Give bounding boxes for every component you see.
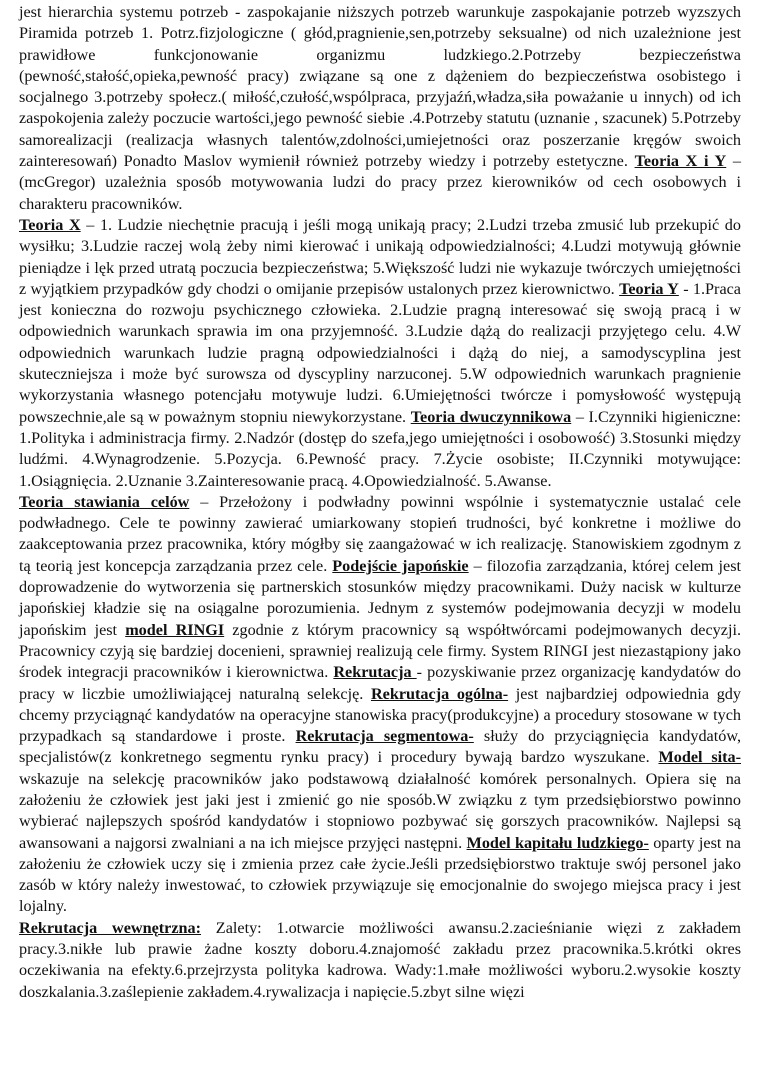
text-run: – filozofia zarządzania, której celem jest doprowadzenie do wytworzenia się partnerskich stosunków między pracownikami. Duży nacisk w kulturze japońskiej kładzie się na osiągalne porozumienia. Jednym z systemów podejmowania decyzji w modelu japońskim jest (19, 556, 741, 639)
term-podejscie-japonskie: Podejście japońskie (332, 556, 469, 575)
text-run: jest hierarchia systemu potrzeb - zaspokajanie niższych potrzeb warunkuje zaspokajanie potrzeb wyzszych Piramida potrzeb 1. Potrz.fizjologiczne ( głód,pragnienie,sen,potrzeby seksualne) od nich uzależnione jest prawidłowe funkcjonowanie organizmu ludzkiego.2.Potrzeby bezpieczeństwa (pewność,stałość,opieka,pewność pracy) związane są one z dążeniem do bezpieczeństwa osobistego i socjalnego 3.potrzeby społecz.( miłość,czułość,wspólpraca, przyjaźń,władza,siła poważanie u innych) od ich zaspokojenia zależy poczucie wartości,jego pewność siebie .4.Potrzeby statutu (uznanie , szacunek) 5.Potrzeby samorealizacji (realizacja własnych talentów,zdolności,umiejetności oraz poszerzanie kręgów swoich zainteresowań) Ponadto Maslov wymienił również potrzeby wiedzy i potrzeby estetyczne. (19, 3, 741, 171)
term-rekrutacja: Rekrutacja (333, 663, 417, 682)
paragraph (19, 2, 741, 215)
text-run: - 1.Praca jest konieczna do rozwoju psychicznego człowieka. 2.Ludzie pragną interesować się swoją pracą i w odpowiednich warunkach sprawia im ona przyjemność. 3.Ludzie dążą do realizacji przyjętego celu. 4.W odpowiednich warunkach ludzie pragną odpowiedzialności i dążą do niej, a samodyscyplina jest skuteczniejsza i może być surowsza od dyscypliny narzuconej. 5.W odpowiednich warunkach pragnienie wykorzystania własnego potencjału motywuje ludzi. 6.Umiejętności twórcze i pomysłowość występują powszechnie,ale są w poważnym stopniu niewykorzystane. (19, 279, 741, 426)
term-rekrutacja-segmentowa: Rekrutacja segmentowa- (295, 727, 474, 746)
term-teoria-stawiania-celow: Teoria stawiania celów (19, 492, 190, 511)
term-model-sita: Model sita- (658, 748, 741, 767)
term-teoria-dwuczynnikowa: Teoria dwuczynnikowa (410, 407, 572, 426)
text-run: jest najbardziej odpowiednia gdy chcemy przyciągnąć kandydatów na operacyjne stanowiska pracy(produkcyjne) a procedury stosowane w tych przypadkach są standardowe i proste. (19, 684, 741, 746)
term-model-kapitalu-ludzkiego: Model kapitału ludzkiego- (466, 833, 649, 852)
term-model-ringi: model RINGI (125, 620, 225, 639)
term-rekrutacja-ogolna: Rekrutacja ogólna- (370, 684, 509, 703)
paragraph (19, 918, 741, 1003)
text-run: oparty jest na założeniu że człowiek uczy się i zmienia przez całe życie.Jeśli przedsiębiorstwo traktuje swój personel jako zasób w który należy inwestować, to człowiek przywiązuje się emocjonalnie do swojego miejsca pracy i jest lojalny. (19, 833, 741, 916)
text-run: – 1. Ludzie niechętnie pracują i jeśli mogą unikają pracy; 2.Ludzi trzeba zmusić lub przekupić do wysiłku; 3.Ludzie raczej wolą żeby nimi kierować i unikają odpowiedzialności; 4.Ludzi motywują głównie pieniądze i lęk przed utratą poczucia bezpieczeństwa; 5.Większość ludzi nie wykazuje twórczych umiejętności z wyjątkiem przypadków gdy chodzi o omijanie przepisów ustalonych przez kierownictwo. (19, 215, 741, 298)
paragraph (19, 215, 741, 492)
term-teoria-y: Teoria Y (619, 279, 679, 298)
term-rekrutacja-wewnetrzna: Rekrutacja wewnętrzna: (19, 918, 202, 937)
text-run: Zalety: 1.otwarcie możliwości awansu.2.zacieśnianie więzi z zakładem pracy.3.nikłe lub prawie żadne koszty doboru.4.znajomość zakładu przez pracownika.5.krótki okres oczekiwania na efekty.6.przejrzysta polityka kadrowa. Wady:1.małe możliwości wyboru.2.wysokie koszty doszkalania.3.zaślepienie zakładem.4.rywalizacja i napięcie.5.zbyt silne więzi (19, 918, 741, 1001)
term-teoria-x-i-y: Teoria X i Y (634, 152, 727, 171)
text-run: służy do przyciągnięcia kandydatów, specjalistów(z konkretnego segmentu rynku pracy) i procedury bywają bardzo wyszukane. (19, 727, 742, 767)
text-run: zgodnie z którym pracownicy są współtwórcami podejmowanych decyzji. Pracownicy czyją się bardziej docenieni, sprawniej realizują cele firmy. System RINGI jest niezastąpiony jako środek integracji pracowników i kierownictwa. (19, 620, 741, 682)
paragraph (19, 492, 741, 918)
text-run: - pozyskiwanie przez organizację kandydatów do pracy w liczbie umożliwiającej naturalną selekcję. (19, 663, 742, 703)
term-teoria-x: Teoria X (19, 215, 81, 234)
text-run: wskazuje na selekcję pracowników jako podstawową działalność komórek personalnych. Opiera się na założeniu że człowiek jest jaki jest i zmienić go nie sposób.W związku z tym przedsiębiorstwo powinno wybierać najlepszych spośród kandydatów i stopniowo pozbywać się gorszych pracowników. Najlepsi są awansowani a najgorsi zwalniani a na ich miejsce przyjęci następni. (19, 769, 741, 852)
text-run: – (mcGregor) uzależnia sposób motywowania ludzi do pracy przez kierowników od cech osobowych i charakteru pracowników. (19, 152, 741, 213)
text-run: – I.Czynniki higieniczne: 1.Polityka i administracja firmy. 2.Nadzór (dostęp do szefa,jego umiejętności i osobowość) 3.Stosunki między ludźmi. 4.Wynagrodzenie. 5.Pozycja. 6.Pewność pracy. 7.Życie osobiste; II.Czynniki motywujące: 1.Osiągnięcia. 2.Uznanie 3.Zainteresowanie pracą. 4.Opowiedzialność. 5.Awanse. (19, 407, 741, 490)
text-run: – Przełożony i podwładny powinni wspólnie i systematycznie ustalać cele podwładnego. Cele te powinny zawierać umiarkowany stopień trudności, być konkretne i możliwe do zaakceptowania przez pracownika, który mógłby się zaangażować w ich realizację. Stanowiskiem zgodnym z tą teorią jest koncepcja zarządzania przez cele. (19, 492, 741, 575)
